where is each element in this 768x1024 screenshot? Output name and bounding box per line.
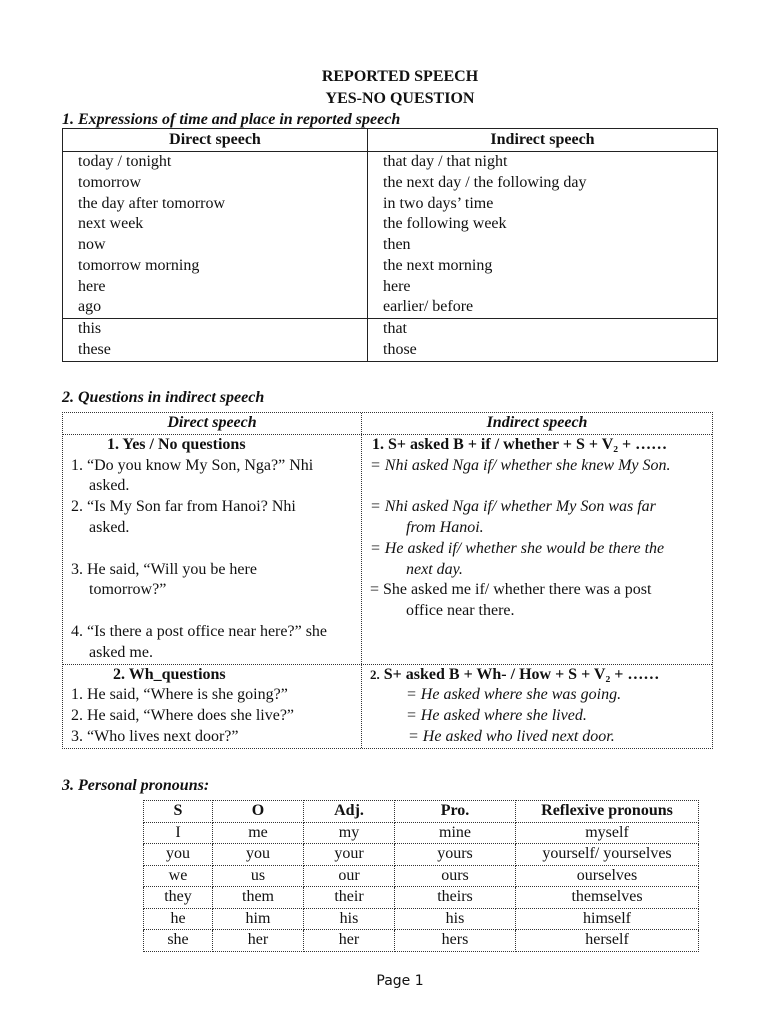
time-place-table bbox=[62, 128, 718, 362]
section2-heading: 2. Questions in indirect speech bbox=[62, 389, 265, 406]
indirect-expression: that day / that night bbox=[383, 153, 508, 170]
direct-question-line: asked. bbox=[89, 518, 130, 536]
pronoun-cell: herself bbox=[516, 930, 699, 952]
pronoun-cell: their bbox=[304, 887, 395, 909]
pronoun-cell: ourselves bbox=[516, 865, 699, 887]
page-title-line1: REPORTED SPEECH bbox=[321, 68, 479, 85]
direct-expression: tomorrow bbox=[78, 173, 142, 191]
pronoun-row bbox=[144, 887, 699, 909]
indirect-expression: in two days’ time bbox=[383, 194, 494, 212]
indirect-expression: that bbox=[383, 320, 407, 337]
pronoun-column-header: Reflexive pronouns bbox=[516, 801, 699, 823]
indirect-answer-line: = He asked if/ whether she would be there the bbox=[370, 539, 665, 557]
col-direct-header: Direct speech bbox=[63, 129, 368, 151]
pronoun-row bbox=[144, 930, 699, 952]
pronoun-cell: yourself/ yourselves bbox=[516, 844, 699, 866]
pronoun-cell: we bbox=[144, 865, 213, 887]
pronoun-cell: my bbox=[304, 822, 395, 844]
direct-expression: here bbox=[78, 277, 106, 295]
pronoun-row bbox=[144, 908, 699, 930]
direct-expression: ago bbox=[78, 298, 102, 316]
page-title-line2: YES-NO QUESTION bbox=[325, 90, 475, 107]
direct-question-line: tomorrow?” bbox=[89, 581, 167, 599]
yes-no-row bbox=[63, 434, 712, 664]
pronoun-cell: mine bbox=[395, 822, 516, 844]
pronoun-row bbox=[144, 822, 699, 844]
yes-no-formula: 1. S+ asked B + if / whether + S + V₂ + …… bbox=[372, 435, 668, 453]
pronoun-cell: me bbox=[213, 822, 304, 844]
direct-expression: tomorrow morning bbox=[78, 256, 200, 274]
indirect-answer-line: = He asked where she was going. bbox=[406, 686, 622, 704]
pronoun-cell: yours bbox=[395, 844, 516, 866]
indirect-answer-line: = She asked me if/ whether there was a post bbox=[370, 581, 652, 599]
pronouns-table bbox=[143, 800, 699, 952]
pronoun-cell: his bbox=[304, 908, 395, 930]
pronoun-cell: them bbox=[213, 887, 304, 909]
wh-title: 2. Wh_questions bbox=[113, 665, 226, 683]
direct-expression: today / tonight bbox=[78, 153, 172, 170]
direct-expression: now bbox=[78, 236, 106, 253]
pronoun-column-header: Adj. bbox=[304, 801, 395, 823]
direct-question-line: asked me. bbox=[89, 643, 153, 661]
direct-question-line bbox=[63, 539, 361, 560]
wh-row bbox=[63, 664, 712, 748]
pronoun-cell: you bbox=[144, 844, 213, 866]
indirect-answer-line bbox=[362, 476, 712, 497]
pronoun-cell: you bbox=[213, 844, 304, 866]
direct-question-line: 3. He said, “Will you be here bbox=[71, 560, 257, 578]
indirect-expression: the next morning bbox=[383, 256, 493, 274]
direct-question-line: 1. He said, “Where is she going?” bbox=[71, 686, 288, 704]
direct-question-line: 1. “Do you know My Son, Nga?” Nhi bbox=[71, 456, 314, 474]
direct-expression: next week bbox=[78, 215, 144, 233]
pronoun-cell: himself bbox=[516, 908, 699, 930]
section3-heading: 3. Personal pronouns: bbox=[62, 777, 210, 794]
indirect-answer-line: = He asked where she lived. bbox=[406, 707, 587, 725]
pronoun-column-header: S bbox=[144, 801, 213, 823]
pronoun-column-header: Pro. bbox=[395, 801, 516, 823]
pronoun-cell: him bbox=[213, 908, 304, 930]
indirect-expression: then bbox=[383, 236, 411, 253]
direct-expression: this bbox=[78, 320, 102, 337]
page-number: Page 1 bbox=[376, 973, 424, 989]
pronoun-cell: she bbox=[144, 930, 213, 952]
direct-question-line: asked. bbox=[89, 477, 130, 495]
indirect-answer-line: = Nhi asked Nga if/ whether My Son was far bbox=[370, 498, 656, 516]
wh-formula: 2. S+ asked B + Wh- / How + S + V₂ + …… bbox=[370, 665, 660, 683]
pronoun-cell: us bbox=[213, 865, 304, 887]
indirect-answer-line: from Hanoi. bbox=[406, 518, 484, 536]
pronoun-cell: your bbox=[304, 844, 395, 866]
pronoun-cell: I bbox=[144, 822, 213, 844]
indirect-expression: the following week bbox=[383, 215, 507, 233]
pronoun-cell: ours bbox=[395, 865, 516, 887]
pronoun-cell: theirs bbox=[395, 887, 516, 909]
indirect-expression: earlier/ before bbox=[383, 298, 474, 316]
pronoun-row bbox=[144, 844, 699, 866]
pronoun-cell: his bbox=[395, 908, 516, 930]
direct-question-line: 2. “Is My Son far from Hanoi? Nhi bbox=[71, 498, 296, 516]
pronoun-cell: her bbox=[304, 930, 395, 952]
indirect-expression: the next day / the following day bbox=[383, 173, 587, 191]
indirect-answer-line: next day. bbox=[406, 560, 463, 578]
direct-question-line: 2. He said, “Where does she live?” bbox=[71, 707, 295, 725]
pronoun-cell: he bbox=[144, 908, 213, 930]
indirect-answer-line: = Nhi asked Nga if/ whether she knew My Son. bbox=[370, 456, 671, 474]
indirect-expression: those bbox=[383, 340, 417, 358]
section1-heading: 1. Expressions of time and place in reported speech bbox=[62, 111, 401, 128]
time-place-group-2 bbox=[63, 318, 717, 361]
questions-table bbox=[62, 412, 713, 749]
indirect-answer-line: = He asked who lived next door. bbox=[408, 727, 615, 745]
pronoun-cell: themselves bbox=[516, 887, 699, 909]
pronoun-column-header: O bbox=[213, 801, 304, 823]
col-direct-header: Direct speech bbox=[167, 414, 257, 431]
yes-no-title: 1. Yes / No questions bbox=[107, 435, 246, 453]
indirect-answer-line: office near there. bbox=[406, 602, 515, 620]
pronoun-cell: they bbox=[144, 887, 213, 909]
direct-expression: these bbox=[78, 340, 111, 358]
pronoun-cell: hers bbox=[395, 930, 516, 952]
direct-question-line: 3. “Who lives next door?” bbox=[71, 727, 239, 745]
pronoun-cell: our bbox=[304, 865, 395, 887]
col-indirect-header: Indirect speech bbox=[490, 131, 595, 148]
direct-expression: the day after tomorrow bbox=[78, 194, 226, 212]
time-place-group-1 bbox=[63, 152, 717, 318]
pronoun-cell: myself bbox=[516, 822, 699, 844]
pronoun-cell: her bbox=[213, 930, 304, 952]
col-indirect-header: Indirect speech bbox=[486, 414, 588, 431]
direct-question-line: 4. “Is there a post office near here?” she bbox=[71, 622, 328, 640]
indirect-expression: here bbox=[383, 277, 411, 295]
direct-question-line bbox=[63, 601, 361, 622]
pronoun-row bbox=[144, 865, 699, 887]
